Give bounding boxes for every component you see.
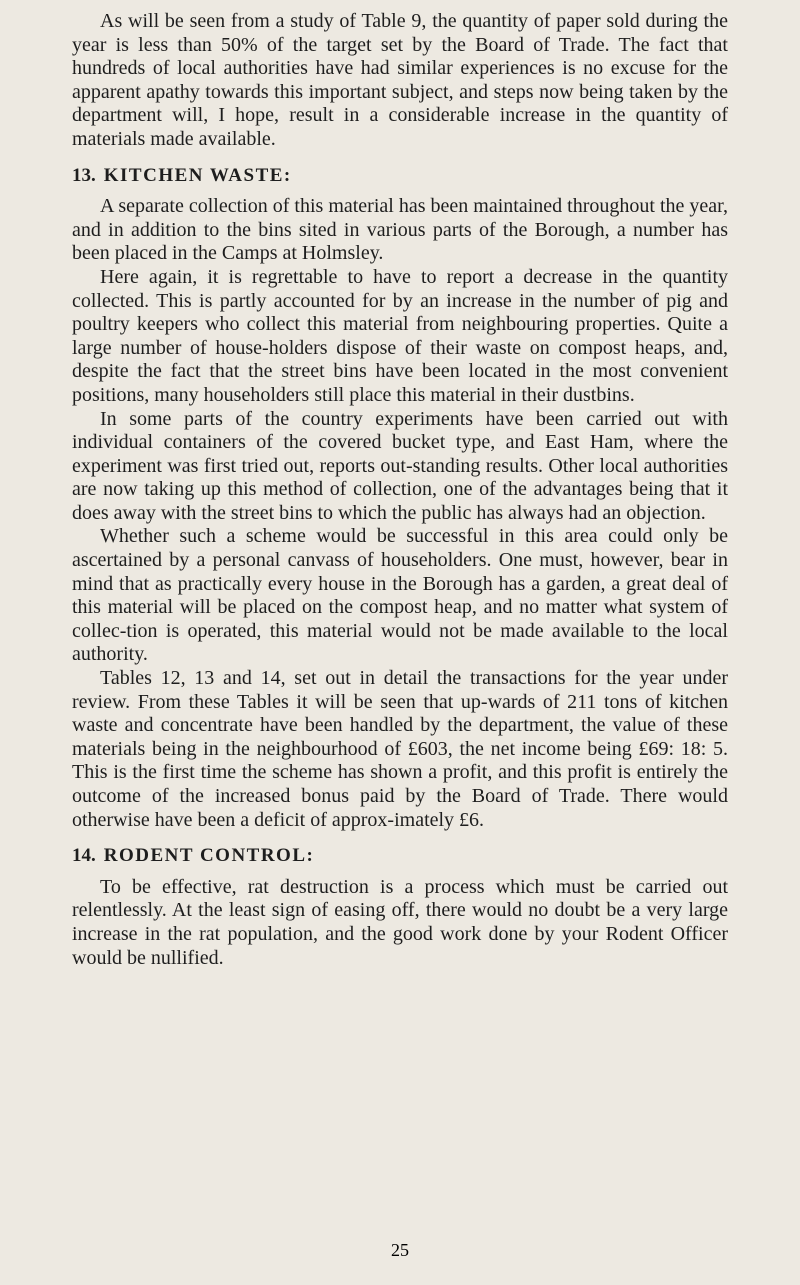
intro-paragraph: As will be seen from a study of Table 9, the quantity of paper sold during the year is less than 50% of the target set by the Board of Trade. The fact that hundreds of local authorities have had similar experiences is no excuse for the apparent apathy towards this important subject, and steps now being taken by the department will, I hope, result in a considerable increase in the quantity of materials made available. xyxy=(72,10,728,150)
section-13-paragraph-5: Tables 12, 13 and 14, set out in detail the transactions for the year under review. From these Tables it will be seen that up-wards of 211 tons of kitchen waste and concentrate have been handled by the department, the value of these materials being in the neighbourhood of £603, the net income being £69: 18: 5. This is the first time the scheme has shown a profit, and this profit is entirely the outcome of the increased bonus paid by the Board of Trade. There would otherwise have been a deficit of approx-imately £6. xyxy=(72,667,728,831)
section-14-paragraph-1: To be effective, rat destruction is a process which must be carried out relentlessly. At the least sign of easing off, there would no doubt be a very large increase in the rat population, and the good work done by your Rodent Officer would be nullified. xyxy=(72,875,728,969)
section-14-title: RODENT CONTROL: xyxy=(103,845,315,867)
section-13-title: KITCHEN WASTE: xyxy=(103,164,292,186)
page-number: 25 xyxy=(391,1240,409,1260)
section-13-number: 13. xyxy=(72,164,96,186)
section-14-heading xyxy=(72,844,728,868)
section-14-number: 14. xyxy=(72,845,96,867)
section-13-heading xyxy=(72,164,728,188)
section-13-paragraph-4: Whether such a scheme would be successful in this area could only be ascertained by a personal canvass of householders. One must, however, bear in mind that as practically every house in the Borough has a garden, a great deal of this material will be placed on the compost heap, and no matter what system of collec-tion is operated, this material would not be made available to the local authority. xyxy=(72,525,728,666)
section-13-paragraph-2: Here again, it is regrettable to have to report a decrease in the quantity collected. This is partly accounted for by an increase in the number of pig and poultry keepers who collect this material from neighbouring properties. Quite a large number of house-holders dispose of their waste on compost heaps, and, despite the fact that the street bins have been located in the most convenient positions, many householders still place this material in their dustbins. xyxy=(72,265,728,406)
section-13-paragraph-3: In some parts of the country experiments have been carried out with individual containers of the covered bucket type, and East Ham, where the experiment was first tried out, reports out-standing results. Other local authorities are now taking up this method of collection, one of the advantages being that it does away with the street bins to which the public has always had an objection. xyxy=(72,407,728,524)
section-13-paragraph-1: A separate collection of this material has been maintained throughout the year, and in addition to the bins sited in various parts of the Borough, a number has been placed in the Camps at Holmsley. xyxy=(72,195,728,265)
